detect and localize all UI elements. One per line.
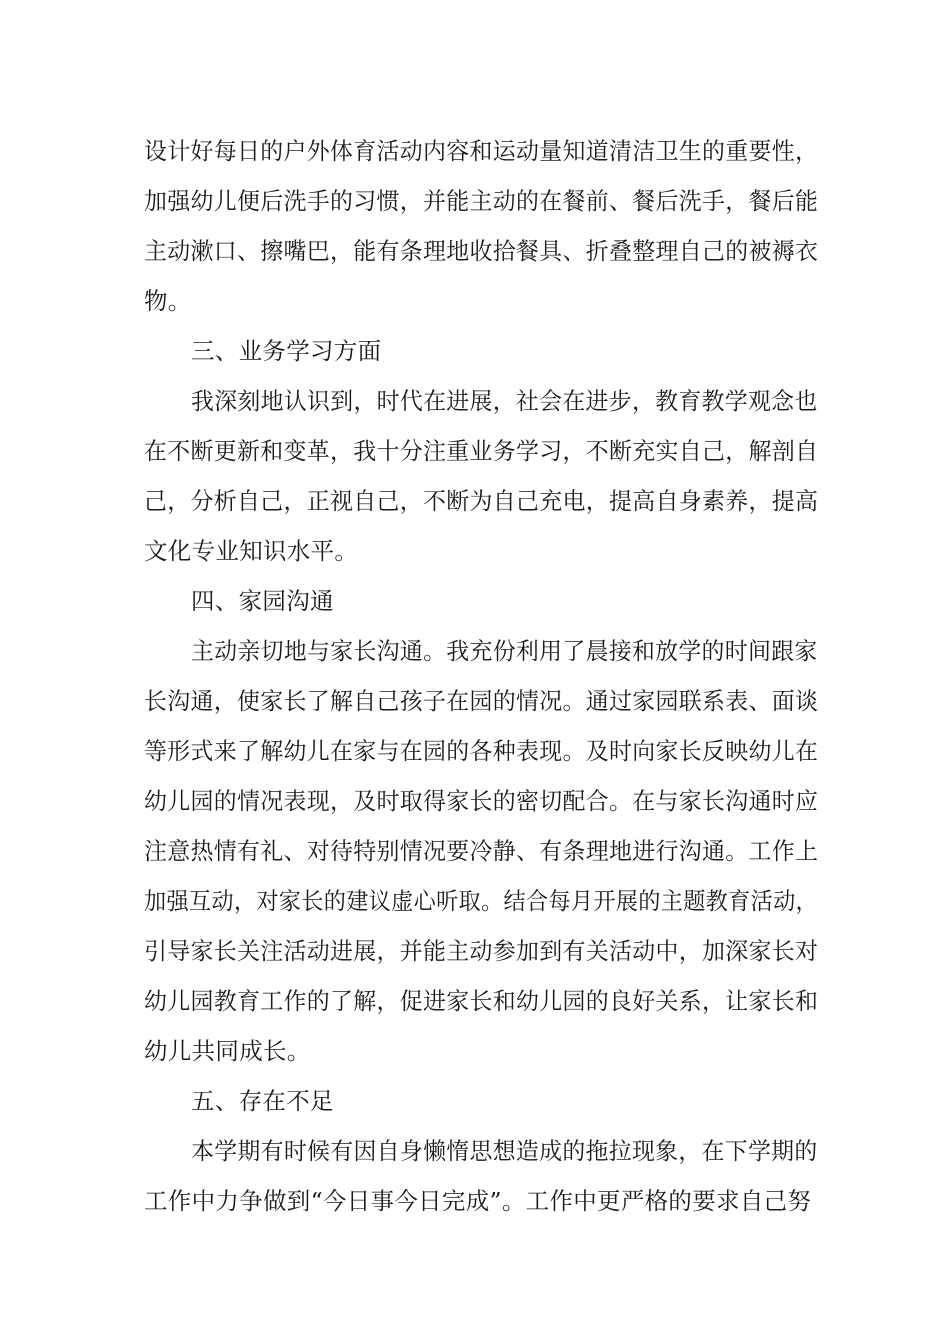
body-text-line: 在不断更新和变革，我十分注重业务学习，不断充实自己，解剖自 — [144, 437, 819, 465]
body-text-line: 本学期有时候有因自身懒惰思想造成的拖拉现象，在下学期的 — [191, 1137, 818, 1165]
body-text-line: 幼儿共同成长。 — [144, 1037, 311, 1065]
body-text-line: 引导家长关注活动进展，并能主动参加到有关活动中，加深家长对 — [144, 937, 819, 965]
body-text-line: 文化专业知识水平。 — [144, 537, 359, 565]
body-text-line: 幼儿园教育工作的了解，促进家长和幼儿园的良好关系，让家长和 — [144, 987, 819, 1015]
section-heading-business-study: 三、业务学习方面 — [191, 337, 382, 365]
section-heading-shortcomings: 五、存在不足 — [191, 1087, 334, 1115]
body-text-line: 主动漱口、擦嘴巴，能有条理地收拾餐具、折叠整理自己的被褥衣 — [144, 237, 819, 265]
body-text-line: 加强幼儿便后洗手的习惯，并能主动的在餐前、餐后洗手，餐后能 — [144, 187, 819, 215]
body-text-line: 等形式来了解幼儿在家与在园的各种表现。及时向家长反映幼儿在 — [144, 737, 819, 765]
body-text-line: 我深刻地认识到，时代在进展，社会在进步，教育教学观念也 — [191, 387, 818, 415]
body-text-line: 物。 — [144, 287, 192, 315]
body-text-line: 加强互动，对家长的建议虚心听取。结合每月开展的主题教育活动， — [144, 887, 819, 915]
body-text-line: 工作中力争做到“今日事今日完成”。工作中更严格的要求自己努 — [144, 1187, 812, 1215]
body-text-line: 设计好每日的户外体育活动内容和运动量知道清洁卫生的重要性， — [144, 137, 819, 165]
body-text-line: 己，分析自己，正视自己，不断为自己充电，提高自身素养，提高 — [144, 487, 819, 515]
body-text-line: 长沟通，使家长了解自己孩子在园的情况。通过家园联系表、面谈 — [144, 687, 819, 715]
body-text-line: 主动亲切地与家长沟通。我充份利用了晨接和放学的时间跟家 — [191, 637, 818, 665]
section-heading-home-school-communication: 四、家园沟通 — [191, 587, 334, 615]
body-text-line: 幼儿园的情况表现，及时取得家长的密切配合。在与家长沟通时应 — [144, 787, 819, 815]
body-text-line: 注意热情有礼、对待特别情况要冷静、有条理地进行沟通。工作上 — [144, 837, 819, 865]
